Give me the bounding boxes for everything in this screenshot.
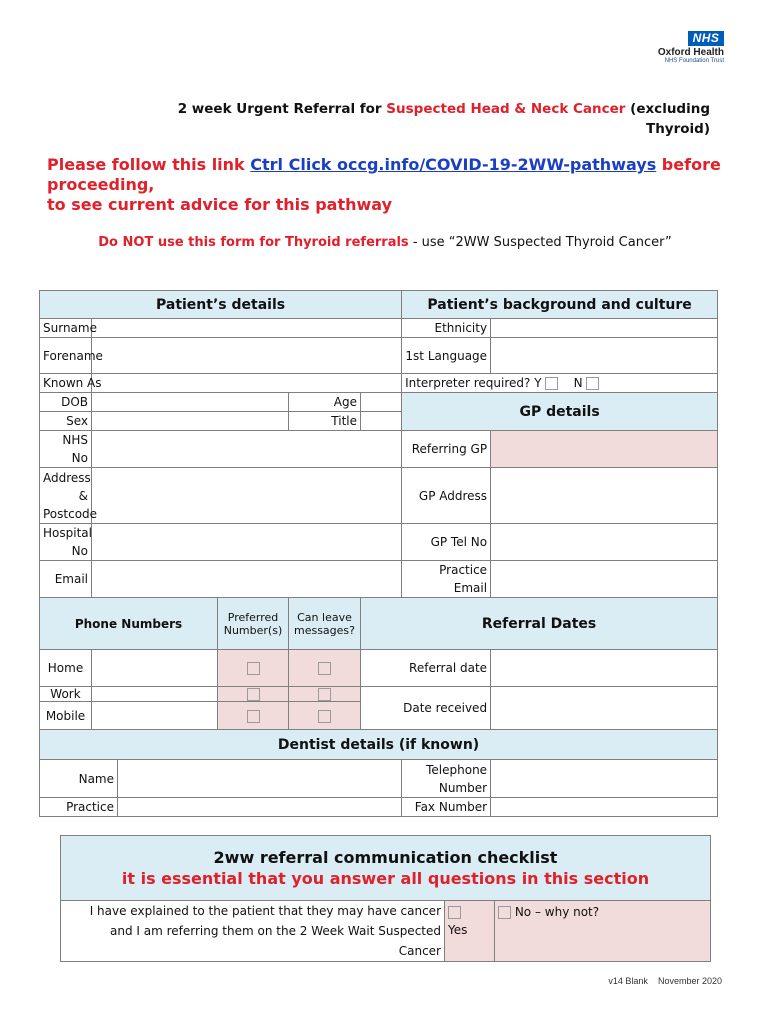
home-phone-field[interactable] (92, 650, 218, 687)
mobile-label: Mobile (40, 702, 92, 730)
nhs-logo: NHS (688, 31, 724, 46)
dentist-practice-field[interactable] (118, 798, 402, 817)
date-received-label: Date received (361, 687, 491, 730)
ethnicity-label: Ethnicity (402, 319, 491, 338)
known-as-field[interactable] (92, 374, 402, 393)
hospital-no-field[interactable] (92, 524, 402, 561)
referring-gp-field[interactable] (491, 431, 718, 468)
forename-label: Forename (40, 338, 92, 374)
patient-details-header: Patient’s details (40, 291, 402, 319)
referral-form-table (39, 290, 718, 817)
phone-numbers-header: Phone Numbers (40, 598, 218, 650)
address-label: Address & Postcode (40, 468, 92, 524)
surname-label: Surname (40, 319, 92, 338)
referral-date-label: Referral date (361, 650, 491, 687)
dentist-fax-label: Fax Number (402, 798, 491, 817)
referral-date-field[interactable] (491, 650, 718, 687)
covid-pathway-link[interactable]: Ctrl Click occg.info/COVID-19-2WW-pathways (250, 155, 657, 174)
dob-label: DOB (40, 393, 92, 412)
nhs-no-field[interactable] (92, 431, 402, 468)
checklist-no-cell (495, 901, 711, 962)
mobile-phone-field[interactable] (92, 702, 218, 730)
interpreter-no-checkbox[interactable] (586, 377, 599, 390)
known-as-label: Known As (40, 374, 92, 393)
title-label: Title (289, 412, 361, 431)
mobile-message-cell (289, 702, 361, 730)
sex-label: Sex (40, 412, 92, 431)
dentist-header: Dentist details (if known) (40, 730, 718, 760)
can-leave-message-header: Can leave messages? (289, 598, 361, 650)
mobile-preferred-cell (218, 702, 289, 730)
age-field[interactable] (361, 393, 402, 412)
checklist-table (60, 835, 711, 962)
work-preferred-checkbox[interactable] (247, 688, 260, 701)
work-phone-field[interactable] (92, 687, 218, 702)
date-received-field[interactable] (491, 687, 718, 730)
home-label: Home (40, 650, 92, 687)
checklist-yes-checkbox[interactable] (448, 906, 461, 919)
home-message-cell (289, 650, 361, 687)
sex-field[interactable] (92, 412, 289, 431)
first-language-label: 1st Language (402, 338, 491, 374)
referring-gp-label: Referring GP (402, 431, 491, 468)
checklist-no-checkbox[interactable] (498, 906, 511, 919)
gp-tel-field[interactable] (491, 524, 718, 561)
checklist-question: I have explained to the patient that they may have cancer and I am referring them on the 2 Week Wait Suspected Cancer (61, 901, 445, 962)
gp-details-header: GP details (402, 393, 718, 431)
address-field[interactable] (92, 468, 402, 524)
dentist-fax-field[interactable] (491, 798, 718, 817)
dentist-telephone-field[interactable] (491, 760, 718, 798)
practice-email-label: Practice Email (402, 561, 491, 598)
home-preferred-cell (218, 650, 289, 687)
dentist-telephone-label: Telephone Number (402, 760, 491, 798)
dentist-practice-label: Practice (40, 798, 118, 817)
home-preferred-checkbox[interactable] (247, 662, 260, 675)
referral-dates-header: Referral Dates (361, 598, 718, 650)
dentist-name-label: Name (40, 760, 118, 798)
nhs-no-label: NHS No (40, 431, 92, 468)
email-label: Email (40, 561, 92, 598)
hospital-no-label: Hospital No (40, 524, 92, 561)
home-message-checkbox[interactable] (318, 662, 331, 675)
practice-email-field[interactable] (491, 561, 718, 598)
gp-address-field[interactable] (491, 468, 718, 524)
surname-field[interactable] (92, 319, 402, 338)
work-label: Work (40, 687, 92, 702)
forename-field[interactable] (92, 338, 402, 374)
gp-address-label: GP Address (402, 468, 491, 524)
thyroid-warning: Do NOT use this form for Thyroid referrals - use “2WW Suspected Thyroid Cancer” (98, 235, 672, 250)
covid-notice: Please follow this link Ctrl Click occg.info/COVID-19-2WW-pathways before proceeding, to see current advice for this pathway (47, 155, 721, 214)
checklist-yes-cell (445, 901, 495, 962)
page-title: 2 week Urgent Referral for Suspected Head & Neck Cancer (excluding Thyroid) (177, 101, 710, 137)
checklist-yes-label: Yes (448, 923, 468, 937)
interpreter-row: Interpreter required? Y N (402, 374, 718, 393)
title-field[interactable] (361, 412, 402, 431)
ethnicity-field[interactable] (491, 319, 718, 338)
dentist-name-field[interactable] (118, 760, 402, 798)
work-preferred-cell (218, 687, 289, 702)
background-header: Patient’s background and culture (402, 291, 718, 319)
footer: v14 Blank November 2020 (608, 976, 722, 986)
dob-field[interactable] (92, 393, 289, 412)
checklist-header: 2ww referral communication checklist it is essential that you answer all questions in this section (61, 836, 711, 901)
mobile-preferred-checkbox[interactable] (247, 710, 260, 723)
work-message-checkbox[interactable] (318, 688, 331, 701)
org-name: Oxford Health (657, 47, 724, 58)
interpreter-yes-checkbox[interactable] (545, 377, 558, 390)
mobile-message-checkbox[interactable] (318, 710, 331, 723)
age-label: Age (289, 393, 361, 412)
gp-tel-label: GP Tel No (402, 524, 491, 561)
preferred-number-header: Preferred Number(s) (218, 598, 289, 650)
first-language-field[interactable] (491, 338, 718, 374)
checklist-subheader: it is essential that you answer all questions in this section (121, 869, 650, 888)
trust-name: NHS Foundation Trust (664, 58, 724, 64)
checklist-no-label: No – why not? (514, 905, 600, 919)
work-message-cell (289, 687, 361, 702)
email-field[interactable] (92, 561, 402, 598)
